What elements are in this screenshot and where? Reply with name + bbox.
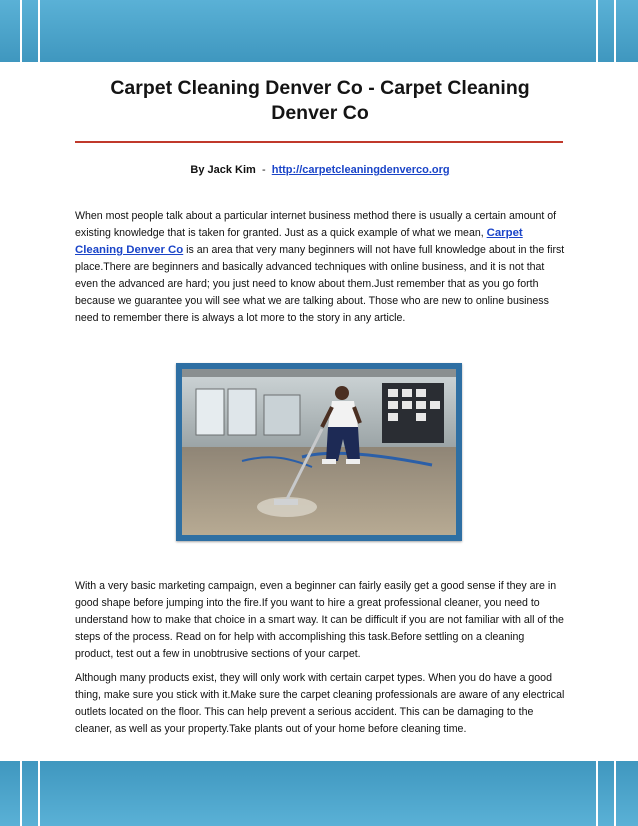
paragraph-intro-text-a: When most people talk about a particular internet business method there is usually a certain amount of existing knowledge that is taken for granted. Just as a quick example of what we mean, [75,210,557,239]
banner-tile [0,761,22,826]
banner-tile [22,0,40,62]
banner-tile [40,761,598,826]
document-title: Carpet Cleaning Denver Co - Carpet Cleaning Denver Co [110,77,530,124]
paragraph-intro [75,208,565,327]
banner-tile [616,0,638,62]
byline-url-link[interactable]: http://carpetcleaningdenverco.org [271,164,450,176]
carpet-cleaning-denver-link[interactable]: Carpet Cleaning Denver Co [75,227,523,256]
carpet-cleaning-photo [176,363,462,541]
banner-tile [22,761,40,826]
byline-prefix: By [190,164,205,176]
title-divider [75,141,563,143]
paragraph-products: Although many products exist, they will only work with certain carpet types. When you do have a good thing, make sure you stick with it.Make sure the carpet cleaning professionals are aware of any electrical outlets located on the floor. This can help prevent a serious accident. This can be damaging to the cleaner, as well as your property.Take plants out of your home before cleaning time. [75,672,565,735]
banner-tile [598,0,616,62]
paragraph-marketing: With a very basic marketing campaign, even a beginner can fairly easily get a good sense if they are in good shape before jumping into the fire.If you want to hire a great professional cleaner, you need to understand how to make that choice in a smart way. It can be difficult if you are not familiar with all of the steps of the process. Read on for help with accomplishing this task.Before settling on a cleaning product, test out a few in unobtrusive sections of your carpet. [75,580,564,660]
byline-separator: - [261,164,266,176]
bottom-banner [0,761,638,826]
banner-tile [616,761,638,826]
banner-tile [598,761,616,826]
paragraph-intro-text-b: is an area that very many beginners will not have full knowledge about in the first place.There are beginners and basically advanced techniques with online business, and it is not that even the advanced are hard; you just need to know about them.Just remember that as you go forth because we guarantee you will see what we are talking about. Those who are new to online business need to remember there is always a lot more to the story in any article. [75,244,565,324]
byline [75,162,565,178]
byline-author: Jack Kim [207,164,256,176]
banner-tile [40,0,598,62]
photo-illustration [182,369,456,535]
banner-tile [0,0,22,62]
top-banner [0,0,638,62]
